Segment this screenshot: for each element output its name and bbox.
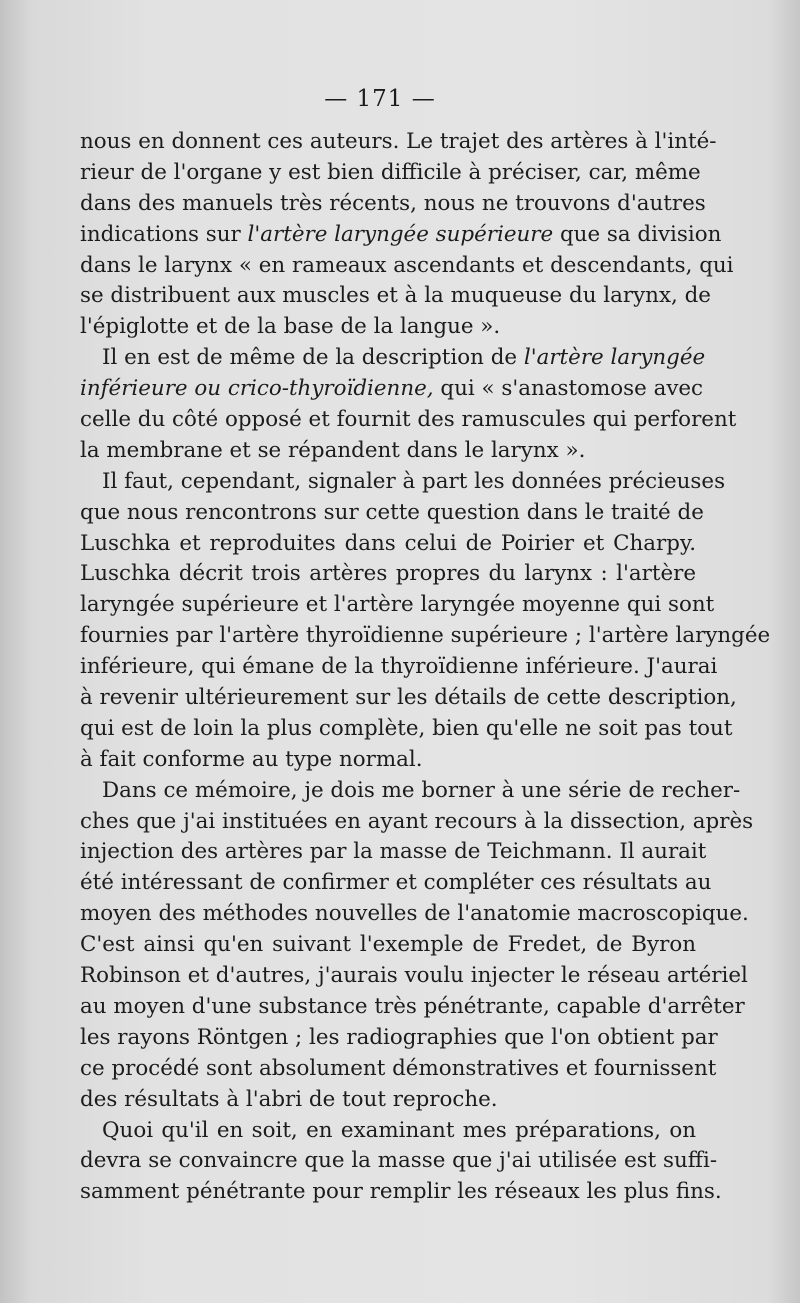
text-run: celle du côté opposé et fournit des ramuscules qui perforent [80, 407, 737, 433]
text-line [80, 189, 706, 220]
text-run: Il faut, cependant, signaler à part les données précieuses [102, 468, 726, 494]
text-run: laryngée supérieure et l'artère laryngée moyenne qui sont [80, 592, 715, 618]
page-number: — 171 — [324, 86, 436, 112]
body-text [80, 127, 771, 1208]
text-run: Il en est de même de la description de [102, 345, 524, 371]
text-line [80, 559, 696, 590]
text-line [80, 374, 704, 405]
text-run: que sa division [553, 221, 722, 247]
paragraph [80, 467, 771, 776]
italic-text: l'artère laryngée [523, 345, 706, 371]
text-line [80, 621, 771, 652]
text-line [80, 251, 734, 282]
text-run: Luschka décrit trois artères propres du larynx : l'artère [80, 561, 696, 587]
text-run: moyen des méthodes nouvelles de l'anatomie macroscopique. [80, 901, 749, 927]
text-line [80, 220, 722, 251]
text-line [80, 590, 715, 621]
italic-text: l'artère laryngée supérieure [247, 221, 554, 247]
text-run: indications sur [80, 221, 248, 247]
text-line [80, 312, 696, 343]
text-run: l'épiglotte et de la base de la langue ». [80, 314, 501, 340]
text-run: que nous rencontrons sur cette question dans le traité de [80, 499, 704, 525]
text-run: des résultats à l'abri de tout reproche. [80, 1086, 498, 1112]
italic-text: inférieure ou crico-thyroïdienne, [80, 376, 434, 402]
text-line [80, 1054, 717, 1085]
text-run: inférieure, qui émane de la thyroïdienne inférieure. J'aurai [80, 654, 718, 680]
text-run: qui est de loin la plus complète, bien qu'elle ne soit pas tout [80, 715, 733, 741]
text-line [80, 930, 696, 961]
text-run: samment pénétrante pour remplir les réseaux les plus fins. [80, 1179, 722, 1205]
text-line [80, 1023, 718, 1054]
text-line [80, 652, 718, 683]
text-run: qui « s'anastomose avec [433, 376, 704, 402]
text-run: ce procédé sont absolument démonstratives et fournissent [80, 1055, 717, 1081]
text-line [80, 158, 701, 189]
text-run: les rayons Röntgen ; les radiographies que l'on obtient par [80, 1024, 718, 1050]
text-line [80, 436, 696, 467]
text-line [80, 498, 704, 529]
text-run: fournies par l'artère thyroïdienne supérieure ; l'artère laryngée [80, 623, 771, 649]
text-run: la membrane et se répandent dans le larynx ». [80, 437, 586, 463]
text-line [80, 776, 741, 807]
text-line [80, 1085, 696, 1116]
text-line [80, 961, 748, 992]
text-run: au moyen d'une substance très pénétrante, capable d'arrêter [80, 993, 745, 1019]
text-line [80, 467, 726, 498]
text-line [80, 868, 712, 899]
text-run: Robinson et d'autres, j'aurais voulu injecter le réseau artériel [80, 963, 748, 989]
text-run: été intéressant de confirmer et compléter ces résultats au [80, 870, 712, 896]
text-run: ches que j'ai instituées en ayant recours à la dissection, après [80, 808, 754, 834]
text-line [80, 1177, 722, 1208]
text-line [80, 127, 717, 158]
text-run: dans le larynx « en rameaux ascendants et descendants, qui [80, 252, 734, 278]
text-line [80, 405, 737, 436]
text-line [80, 899, 749, 930]
text-line [80, 992, 745, 1023]
paragraph [80, 343, 737, 467]
paragraph [80, 127, 734, 343]
text-run: à fait conforme au type normal. [80, 746, 423, 772]
text-line [80, 1116, 696, 1147]
text-run: C'est ainsi qu'en suivant l'exemple de Fredet, de Byron [80, 932, 696, 958]
text-line [80, 529, 696, 560]
text-line [80, 1146, 718, 1177]
text-run: dans des manuels très récents, nous ne trouvons d'autres [80, 190, 706, 216]
text-run: injection des artères par la masse de Teichmann. Il aurait [80, 839, 707, 865]
text-run: Quoi qu'il en soit, en examinant mes préparations, on [102, 1117, 696, 1143]
text-run: Luschka et reproduites dans celui de Poirier et Charpy. [80, 530, 696, 556]
text-run: Dans ce mémoire, je dois me borner à une série de recher- [102, 777, 741, 803]
text-line [80, 745, 696, 776]
text-run: à revenir ultérieurement sur les détails de cette description, [80, 685, 737, 711]
text-line [80, 837, 707, 868]
text-run: devra se convaincre que la masse que j'ai utilisée est suffi- [80, 1148, 718, 1174]
text-run: se distribuent aux muscles et à la muqueuse du larynx, de [80, 283, 711, 309]
paragraph [80, 776, 754, 1116]
text-line [80, 714, 733, 745]
text-line [80, 343, 706, 374]
text-line [80, 807, 754, 838]
text-run: nous en donnent ces auteurs. Le trajet des artères à l'inté- [80, 129, 717, 154]
paragraph [80, 1116, 722, 1209]
text-line [80, 281, 711, 312]
text-run: rieur de l'organe y est bien difficile à préciser, car, même [80, 159, 701, 185]
text-line [80, 683, 737, 714]
